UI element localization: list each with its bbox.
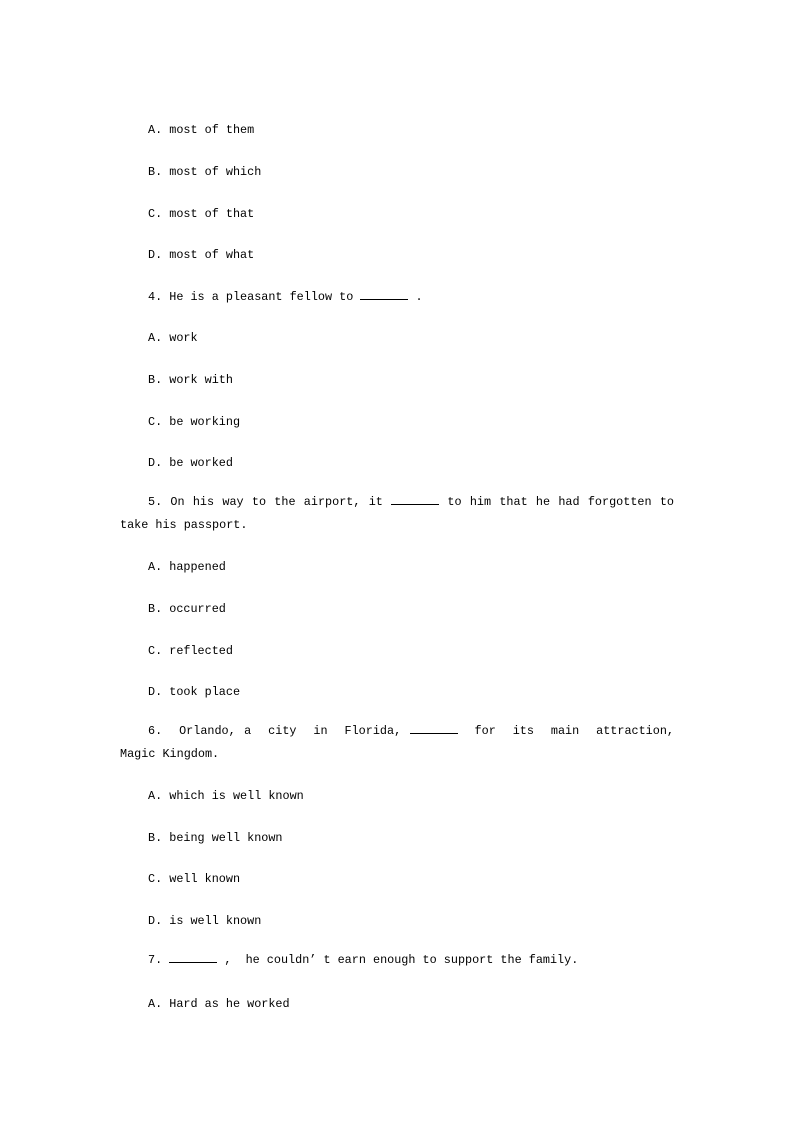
q5-option-d: D. took place — [148, 685, 241, 699]
q7-option-a: A. Hard as he worked — [148, 997, 290, 1011]
answer-blank — [410, 723, 458, 734]
q5-stem-pre: 5. On his way to the airport, it — [148, 495, 392, 509]
q3-option-d: D. most of what — [148, 248, 255, 262]
q5-option-a: A. happened — [148, 560, 226, 574]
answer-blank — [169, 952, 217, 963]
q3-option-c: C. most of that — [148, 207, 255, 221]
q6-stem-pre: 6. Orlando, a city in Florida, — [148, 724, 410, 738]
q3-option-a: A. most of them — [148, 123, 255, 137]
q6-option-b: B. being well known — [148, 831, 283, 845]
q7-stem-pre: 7. — [148, 953, 170, 967]
q5-option-c: C. reflected — [148, 644, 233, 658]
q3-option-b: B. most of which — [148, 165, 262, 179]
answer-blank — [360, 289, 408, 300]
q7-stem-post: , he couldn’ t earn enough to support the family. — [217, 953, 579, 967]
q7-stem — [148, 952, 578, 968]
q5-stem — [120, 491, 674, 537]
q6-stem-post: for its main attraction, Magic Kingdom. — [120, 724, 682, 761]
q4-stem-pre: 4. He is a pleasant fellow to — [148, 290, 361, 304]
q6-stem — [120, 720, 682, 766]
answer-blank — [391, 494, 439, 505]
q6-option-a: A. which is well known — [148, 789, 304, 803]
q4-stem — [148, 289, 423, 305]
q4-option-c: C. be working — [148, 415, 241, 429]
q6-option-d: D. is well known — [148, 914, 262, 928]
q5-option-b: B. occurred — [148, 602, 226, 616]
q5-stem-post: to him that he had forgotten to take his passport. — [120, 495, 674, 532]
q6-option-c: C. well known — [148, 872, 241, 886]
q4-stem-post: . — [408, 290, 423, 304]
q4-option-b: B. work with — [148, 373, 233, 387]
q4-option-d: D. be worked — [148, 456, 233, 470]
q4-option-a: A. work — [148, 331, 198, 345]
